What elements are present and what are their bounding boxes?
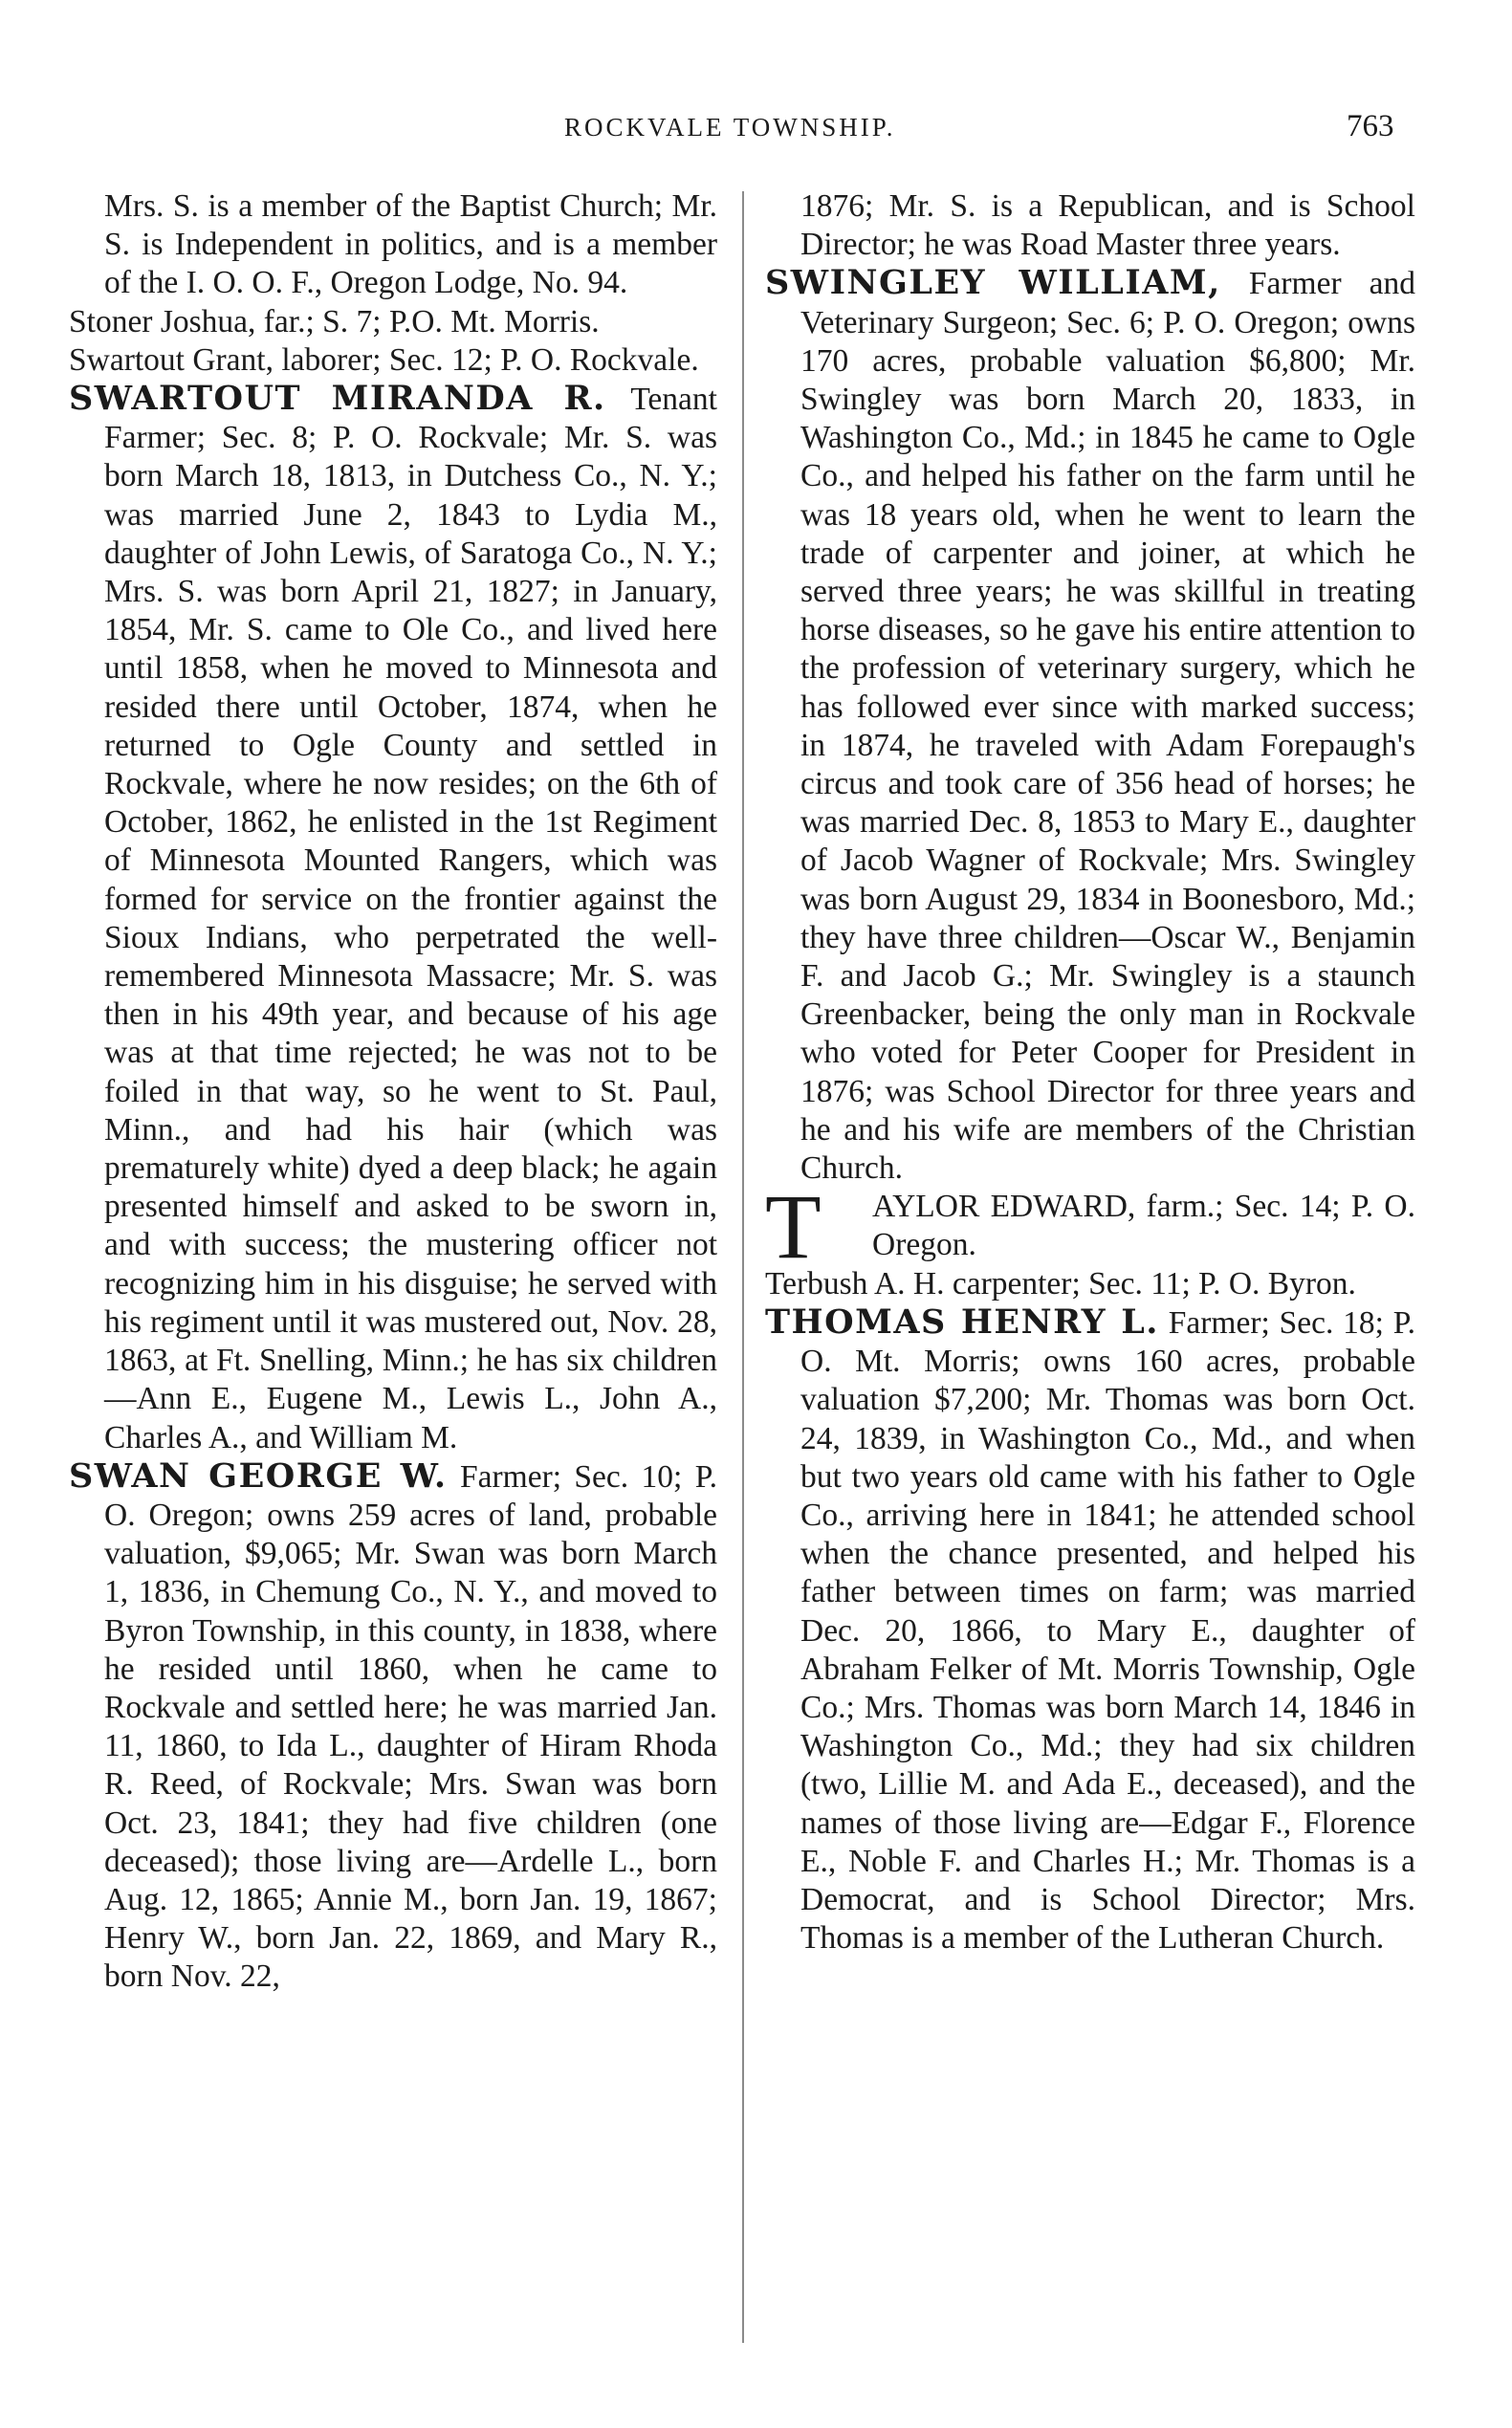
right-column: [765, 187, 1415, 1958]
entry-name: THOMAS HENRY L.: [765, 1301, 1159, 1342]
drop-cap: T: [765, 1175, 822, 1279]
entry-taylor-edward: T AYLOR EDWARD, farm.; Sec. 14; P. O. Oregon.: [765, 1175, 1415, 1279]
column-divider: [742, 191, 744, 2343]
entry-stoner-joshua: Stoner Joshua, far.; S. 7; P.O. Mt. Morris.: [69, 303, 600, 339]
entry-name: SWAN GEORGE W.: [69, 1455, 448, 1496]
entry-name: SWARTOUT MIRANDA R.: [69, 379, 606, 419]
entry-thomas-henry: THOMAS HENRY L. Farmer; Sec. 18; P. O. Mt. Morris; owns 160 acres, probable valuation $7,200; Mr. Thomas was born Oct. 24, 1839, in Washington Co., Md., and when but two years old came with his father to Ogle Co., arriving here in 1841; he attended school when the chance presented, and helped his father between times on farm; was married Dec. 20, 1866, to Mary E., daughter of Abraham Felker of Mt. Morris Township, Ogle Co.; Mrs. Thomas was born March 14, 1846 in Washington Co., Md.; they had six children (two, Lillie M. and Ada E., deceased), and the names of those living are—Edgar F., Florence E., Noble F. and Charles H.; Mr. Thomas is a Democrat, and is School Director; Mrs. Thomas is a member of the Lutheran Church.: [765, 1301, 1415, 1957]
entry-swartout-grant: Swartout Grant, laborer; Sec. 12; P. O. Rockvale.: [69, 341, 699, 378]
running-head: [0, 109, 1512, 151]
entry-name: SWINGLEY WILLIAM,: [765, 263, 1221, 303]
entry-swingley-william: SWINGLEY WILLIAM, Farmer and Veterinary Surgeon; Sec. 6; P. O. Oregon; owns 170 acres, probable valuation $6,800; Mr. Swingley was born March 20, 1833, in Washington Co., Md.; in 1845 he came to Ogle Co., and helped his father on the farm until he was 18 years old, when he went to learn the trade of carpenter and joiner, at which he served three years; he was skillful in treating horse diseases, so he gave his entire attention to the profession of veterinary surgery, which he has followed ever since with marked success; in 1874, he traveled with Adam Forepaugh's circus and took care of 356 head of horses; he was married Dec. 8, 1853 to Mary E., daughter of Jacob Wagner of Rockvale; Mrs. Swingley was born August 29, 1834 in Boonesboro, Md.; they have three children—Oscar W., Benjamin F. and Jacob G.; Mr. Swingley is a staunch Greenbacker, being the only man in Rockvale who voted for Peter Cooper for President in 1876; was School Director for three years and he and his wife are members of the Christian Church.: [765, 263, 1416, 1187]
entry-swan-george: SWAN GEORGE W. Farmer; Sec. 10; P. O. Oregon; owns 259 acres of land, probable valuation, $9,065; Mr. Swan was born March 1, 1836, in Chemung Co., N. Y., and moved to Byron Township, in this county, in 1838, where he resided until 1860, when he came to Rockvale and settled here; he was married Jan. 11, 1860, to Ida L., daughter of Hiram Rhoda R. Reed, of Rockvale; Mrs. Swan was born Oct. 23, 1841; they had five children (one deceased); those living are—Ardelle L., born Aug. 12, 1865; Annie M., born Jan. 19, 1867; Henry W., born Jan. 22, 1869, and Mary R., born Nov. 22,: [69, 1455, 717, 1995]
page-number: 763: [1347, 109, 1394, 143]
entry-continuation: 1876; Mr. S. is a Republican, and is School Director; he was Road Master three years.: [800, 188, 1415, 263]
left-column: [69, 187, 717, 1997]
entry-continuation: Mrs. S. is a member of the Baptist Church; Mr. S. is Independent in politics, and is a member of the I. O. O. F., Oregon Lodge, No. 94.: [104, 188, 717, 301]
entry-terbush: Terbush A. H. carpenter; Sec. 11; P. O. Byron.: [765, 1265, 1356, 1301]
entry-swartout-miranda: SWARTOUT MIRANDA R. Tenant Farmer; Sec. 8; P. O. Rockvale; Mr. S. was born March 18, 1813, in Dutchess Co., N. Y.; was married June 2, 1843 to Lydia M., daughter of John Lewis, of Saratoga Co., N. Y.; Mrs. S. was born April 21, 1827; in January, 1854, Mr. S. came to Ole Co., and lived here until 1858, when he moved to Minnesota and resided there until October, 1874, when he returned to Ogle County and settled in Rockvale, where he now resides; on the 6th of October, 1862, he enlisted in the 1st Regiment of Minnesota Mounted Rangers, which was formed for service on the frontier against the Sioux Indians, who perpetrated the well-remembered Minnesota Massacre; Mr. S. was then in his 49th year, and because of his age was at that time rejected; he was not to be foiled in that way, so he went to St. Paul, Minn., and had his hair (which was prematurely white) dyed a deep black; he again presented himself and asked to be sworn in, and with success; the mustering officer not recognizing him in his disguise; he served with his regiment until it was mustered out, Nov. 28, 1863, at Ft. Snelling, Minn.; he has six children—Ann E., Eugene M., Lewis L., John A., Charles A., and William M.: [69, 379, 717, 1455]
running-title: ROCKVALE TOWNSHIP.: [564, 113, 896, 142]
